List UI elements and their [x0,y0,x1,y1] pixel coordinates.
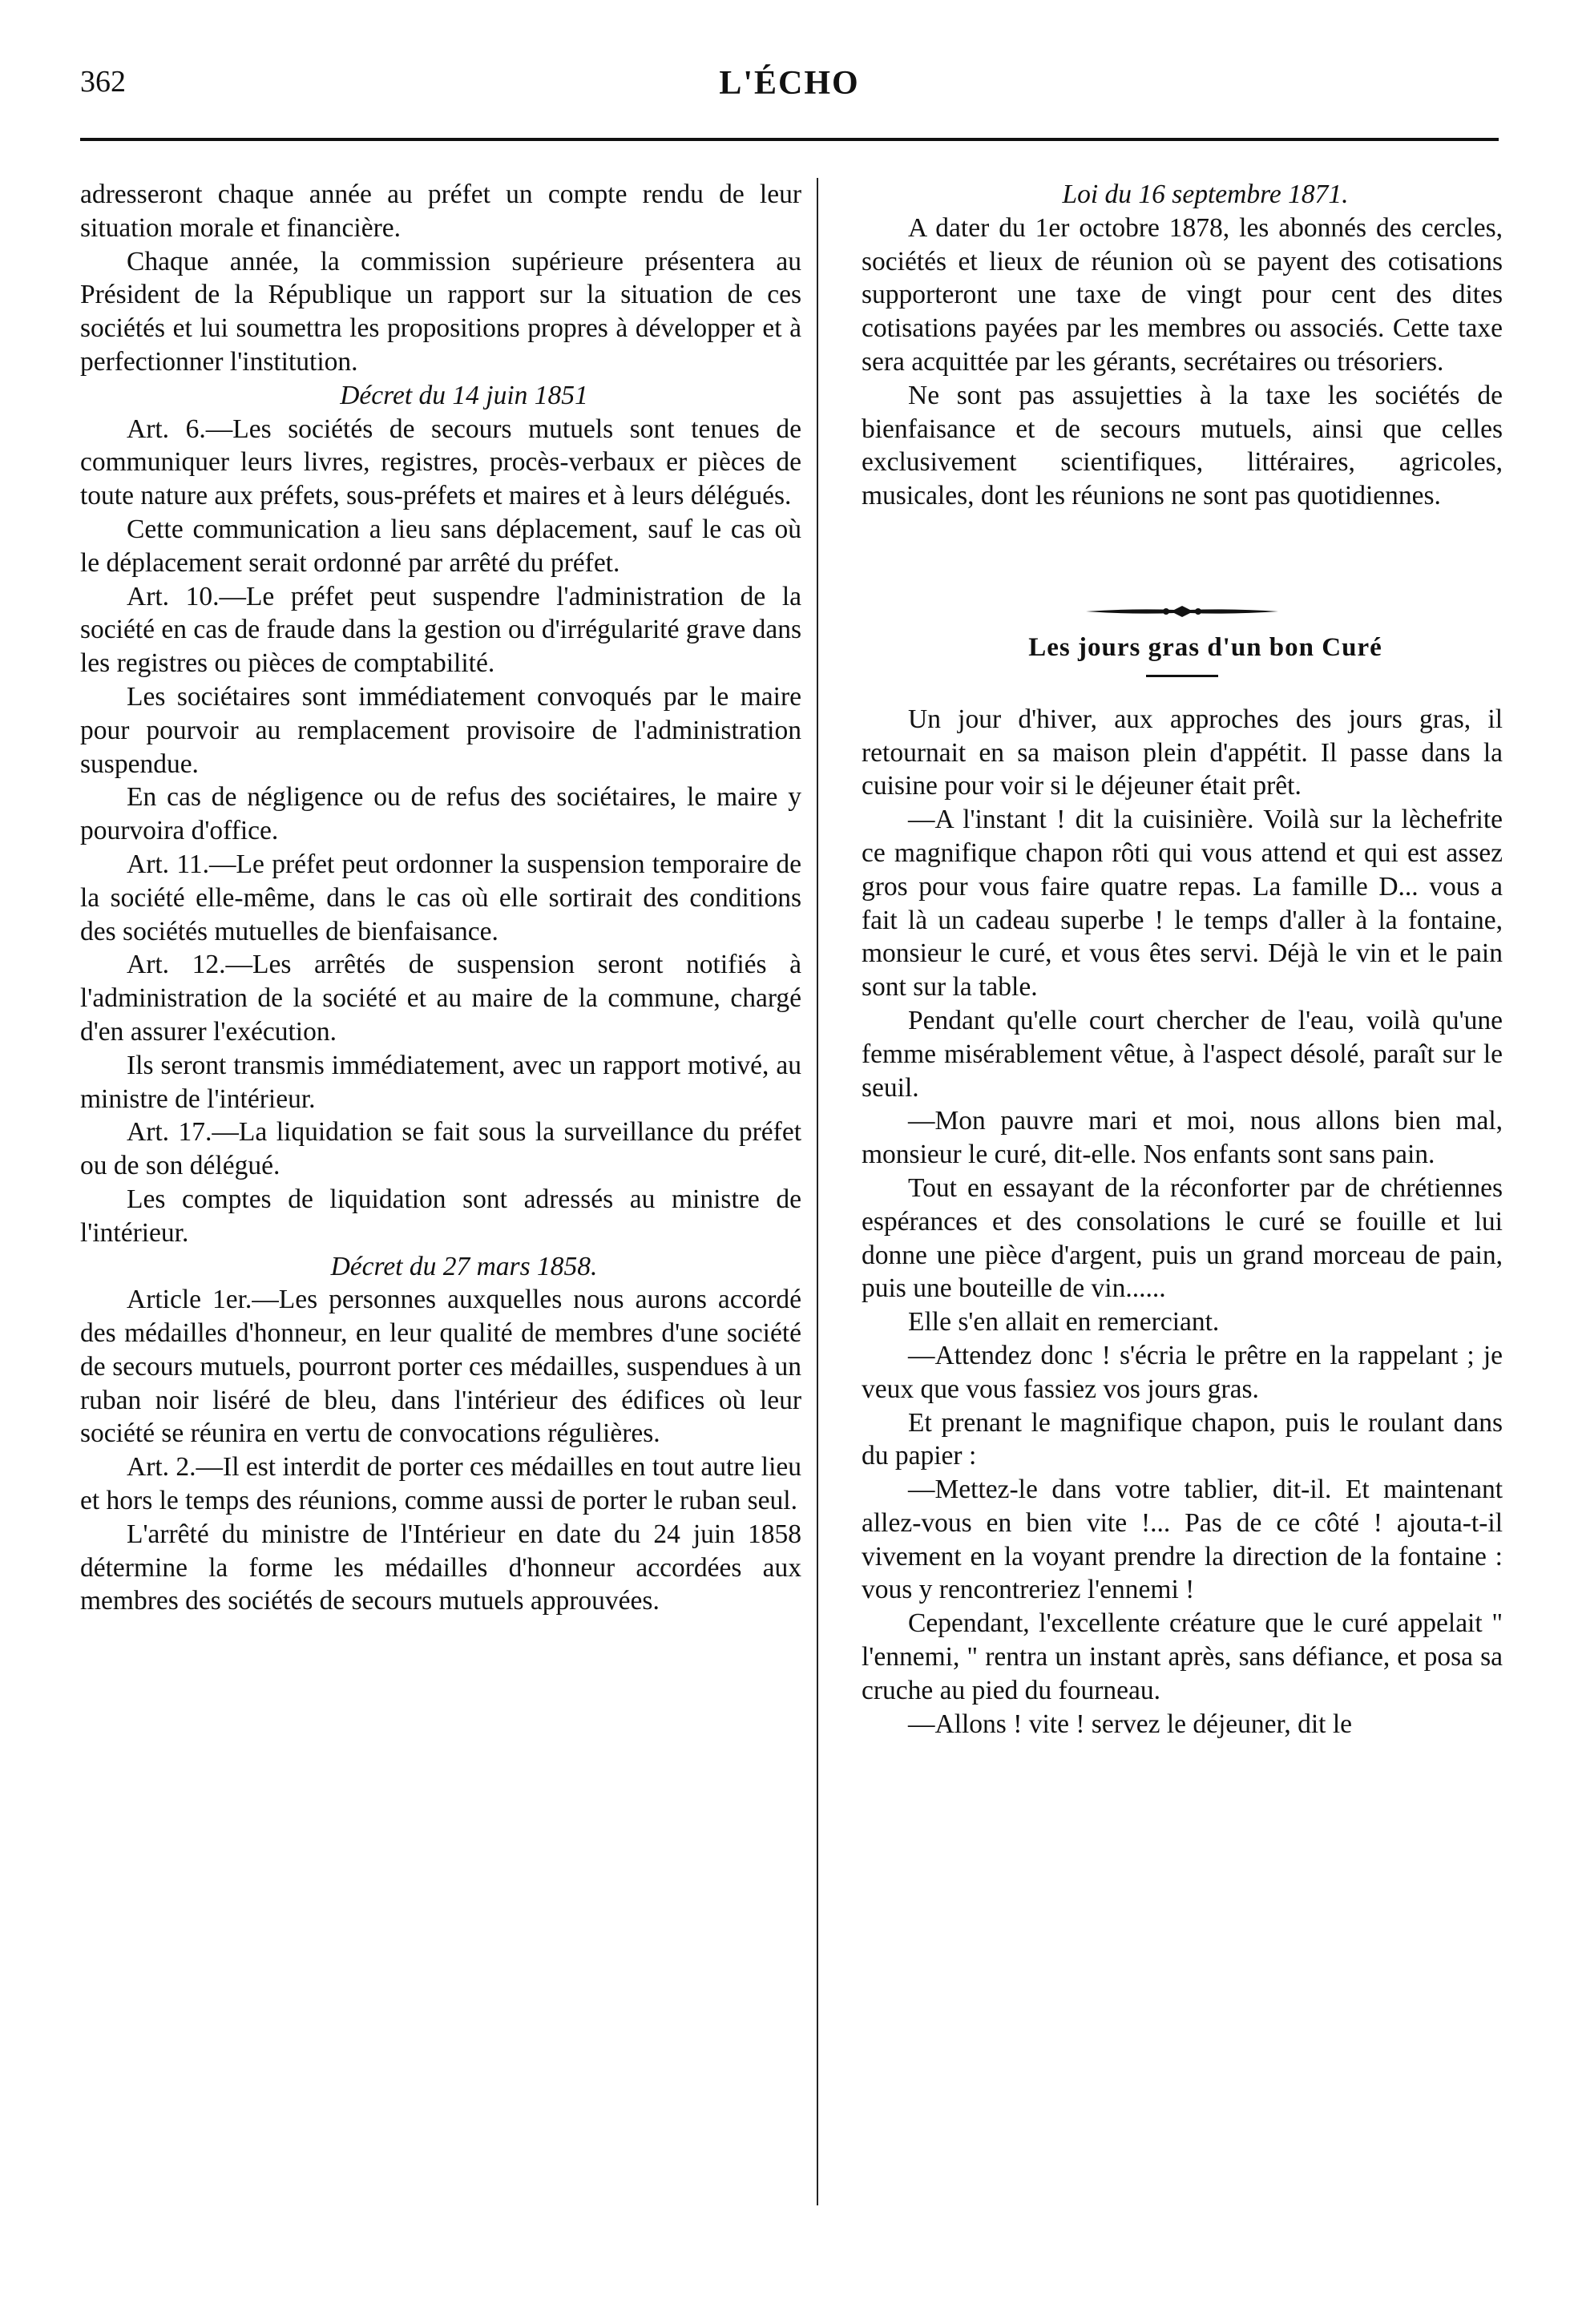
paragraph: Art. 6.—Les sociétés de secours mutuels sont tenues de communiquer leurs livres, registres, procès-verbaux er pièces de toute nature aux préfets, sous-préfets et maires et à leurs délégués. [80,414,801,511]
left-column [80,178,801,1618]
section-heading: Décret du 14 juin 1851 [340,380,588,410]
paragraph: Et prenant le magnifique chapon, puis le roulant dans du papier : [862,1407,1503,1471]
paragraph: Cette communication a lieu sans déplacement, sauf le cas où le déplacement serait ordonné par arrêté du préfet. [80,514,801,578]
paragraph: Ils seront transmis immédiatement, avec un rapport motivé, au ministre de l'intérieur. [80,1050,801,1114]
paragraph: Pendant qu'elle court chercher de l'eau, voilà qu'une femme misérablement vêtue, à l'aspect désolé, paraît sur le seuil. [862,1005,1503,1103]
column-divider [817,178,818,2205]
paragraph: —Attendez donc ! s'écria le prêtre en la rappelant ; je veux que vous fassiez vos jours gras. [862,1340,1503,1404]
paragraph: —A l'instant ! dit la cuisinière. Voilà sur la lèchefrite ce magnifique chapon rôti qui vous attend et qui est assez gros pour vous faire quatre repas. La famille D... vous a fait là un cadeau superbe ! le temps d'aller à la fontaine, monsieur le curé, et vous êtes servi. Déjà le vin et le pain sont sur la table. [862,805,1503,1003]
story-title: Les jours gras d'un bon Curé [1028,632,1382,662]
paragraph: Chaque année, la commission supérieure présentera au Président de la République un rapport sur la situation de ces sociétés et lui soumettra les propositions propres à développer et à perfectionner l'institution. [80,246,801,377]
paragraph: Ne sont pas assujetties à la taxe les sociétés de bienfaisance et de secours mutuels, ainsi que celles exclusivement scientifiques, littéraires, agricoles, musicales, dont les réunions ne sont pas quotidiennes. [862,380,1503,511]
paragraph: Les comptes de liquidation sont adressés au ministre de l'intérieur. [80,1184,801,1248]
title-underline [1146,675,1218,677]
paragraph: Tout en essayant de la réconforter par de chrétiennes espérances et des consolations le curé se fouille et lui donne une pièce d'argent, puis un grand morceau de pain, puis une bouteille de vin...... [862,1172,1503,1304]
paragraph: —Mon pauvre mari et moi, nous allons bien mal, monsieur le curé, dit-elle. Nos enfants sont sans pain. [862,1106,1503,1170]
paragraph: Art. 17.—La liquidation se fait sous la surveillance du préfet ou de son délégué. [80,1117,801,1181]
page-number: 362 [80,65,126,99]
header-rule [80,138,1499,141]
paragraph: Article 1er.—Les personnes auxquelles nous aurons accordé des médailles d'honneur, en leur qualité de membres d'une société de secours mutuels, pourront porter ces médailles, suspendues à un ruban noir liséré de bleu, dans l'intérieur des édifices où leur société se réunira en vertu de convocations régulières. [80,1285,801,1449]
paragraph: Un jour d'hiver, aux approches des jours gras, il retournait en sa maison plein d'appétit. Il passe dans la cuisine pour voir si le déjeuner était prêt. [862,704,1503,801]
right-column [862,178,1503,1741]
paragraph: adresseront chaque année au préfet un compte rendu de leur situation morale et financière. [80,180,801,243]
ornament-divider [862,599,1503,631]
paragraph: A dater du 1er octobre 1878, les abonnés des cercles, sociétés et lieux de réunion où se payent des cotisations supporteront une taxe de vingt pour cent des dites cotisations payées par les membres ou associés. Cette taxe sera acquittée par les gérants, secrétaires ou trésoriers. [862,212,1503,377]
paragraph: Art. 11.—Le préfet peut ordonner la suspension temporaire de la société elle-même, dans le cas où elle sortirait des conditions des sociétés mutuelles de bienfaisance. [80,849,801,946]
paragraph: —Mettez-le dans votre tablier, dit-il. Et maintenant allez-vous en bien vite !... Pas de ce côté ! ajouta-t-il vivement en la voyant prendre la direction de la fontaine : vous y rencontreriez l'ennemi ! [862,1475,1503,1605]
section-heading: Décret du 27 mars 1858. [330,1251,598,1281]
paragraph: Cependant, l'excellente créature que le curé appelait " l'ennemi, " rentra un instant après, sans défiance, et posa sa cruche au pied du fourneau. [862,1608,1503,1705]
paragraph: En cas de négligence ou de refus des sociétaires, le maire y pourvoira d'office. [80,782,801,846]
paragraph: Art. 10.—Le préfet peut suspendre l'administration de la société en cas de fraude dans la gestion ou d'irrégularité grave dans les registres ou pièces de comptabilité. [80,581,801,679]
paragraph: Art. 12.—Les arrêtés de suspension seront notifiés à l'administration de la société et au maire de la commune, chargé d'en assurer l'exécution. [80,950,801,1047]
journal-title: L'ÉCHO [719,65,860,102]
paragraph: Elle s'en allait en remerciant. [908,1307,1220,1338]
page-header [80,64,1499,120]
story-title-block [862,631,1503,677]
paragraph: —Allons ! vite ! servez le déjeuner, dit le [908,1709,1353,1739]
paragraph: Les sociétaires sont immédiatement convoqués par le maire pour pourvoir au remplacement provisoire de l'administration suspendue. [80,681,801,779]
paragraph: Art. 2.—Il est interdit de porter ces médailles en tout autre lieu et hors le temps des réunions, comme aussi de porter le ruban seul. [80,1452,801,1516]
section-heading: Loi du 16 septembre 1871. [1062,180,1349,209]
paragraph: L'arrêté du ministre de l'Intérieur en date du 24 juin 1858 détermine la forme les médailles d'honneur accordées aux membres des sociétés de secours mutuels approuvées. [80,1519,801,1616]
